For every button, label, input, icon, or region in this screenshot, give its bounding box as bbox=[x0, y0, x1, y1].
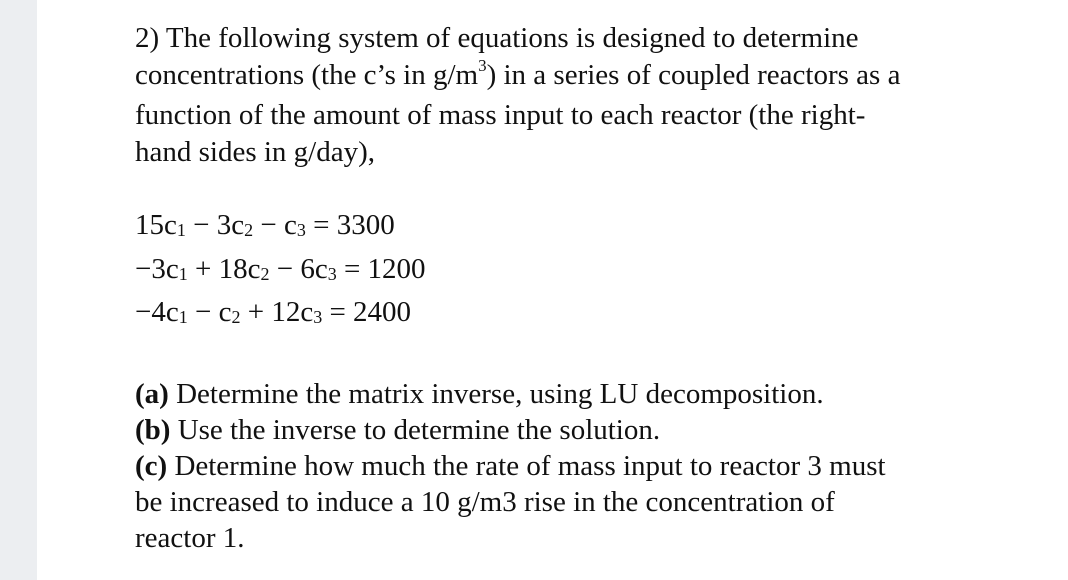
question-b-label: (b) bbox=[135, 413, 171, 446]
eq3-sub-1: 1 bbox=[178, 307, 188, 327]
problem-document bbox=[135, 20, 1035, 556]
question-a bbox=[135, 376, 1035, 412]
equation-1 bbox=[135, 205, 1035, 249]
eq1-sub-3: 3 bbox=[296, 220, 306, 240]
question-a-label: (a) bbox=[135, 377, 169, 410]
equation-3 bbox=[135, 292, 1035, 336]
question-list bbox=[135, 376, 1035, 556]
question-c-label: (c) bbox=[135, 449, 168, 482]
eq1-sub-2: 2 bbox=[244, 220, 254, 240]
cubic-superscript: 3 bbox=[478, 55, 487, 75]
question-b bbox=[135, 412, 1035, 448]
eq1-sub-1: 1 bbox=[176, 220, 186, 240]
eq1-term-1: 15c bbox=[135, 209, 177, 241]
question-c-text: Determine how much the rate of mass input to reactor 3 must bbox=[167, 449, 886, 482]
equation-system bbox=[135, 205, 1035, 336]
question-b-text: Use the inverse to determine the solution. bbox=[170, 413, 661, 446]
problem-intro bbox=[135, 20, 1035, 170]
eq3-term-3: + 12c bbox=[240, 296, 314, 328]
eq1-rhs: = 3300 bbox=[305, 209, 395, 241]
eq3-term-2: − c bbox=[187, 296, 232, 328]
eq2-rhs: = 1200 bbox=[336, 252, 426, 285]
eq2-term-1: −3c bbox=[135, 252, 179, 285]
question-c bbox=[135, 448, 1035, 484]
left-margin-strip bbox=[0, 0, 37, 580]
eq2-sub-2: 2 bbox=[260, 263, 270, 284]
question-c-line-2: be increased to induce a 10 g/m3 rise in the concentration of bbox=[135, 485, 835, 518]
eq2-sub-3: 3 bbox=[327, 263, 337, 284]
intro-line-4: hand sides in g/day), bbox=[135, 135, 376, 168]
eq2-sub-1: 1 bbox=[178, 263, 188, 284]
eq2-term-3: − 6c bbox=[269, 252, 328, 285]
eq3-sub-3: 3 bbox=[313, 307, 323, 327]
equation-2 bbox=[135, 249, 1035, 293]
question-a-text: Determine the matrix inverse, using LU decomposition. bbox=[168, 377, 824, 410]
intro-line-2-part-a: concentrations (the c’s in g/m bbox=[135, 58, 479, 91]
question-c-line-3: reactor 1. bbox=[135, 521, 245, 554]
eq3-rhs: = 2400 bbox=[322, 296, 412, 328]
eq3-term-1: −4c bbox=[135, 296, 179, 328]
eq2-term-2: + 18c bbox=[187, 252, 261, 285]
eq1-term-3: − c bbox=[253, 209, 297, 241]
eq1-term-2: − 3c bbox=[185, 209, 245, 241]
intro-line-2 bbox=[135, 57, 1035, 98]
eq3-sub-2: 2 bbox=[231, 307, 241, 327]
intro-line-3: function of the amount of mass input to each reactor (the right- bbox=[135, 99, 866, 131]
intro-line-1: 2) The following system of equations is designed to determine bbox=[135, 22, 859, 54]
intro-line-2-part-b: ) in a series of coupled reactors as a bbox=[486, 58, 901, 91]
